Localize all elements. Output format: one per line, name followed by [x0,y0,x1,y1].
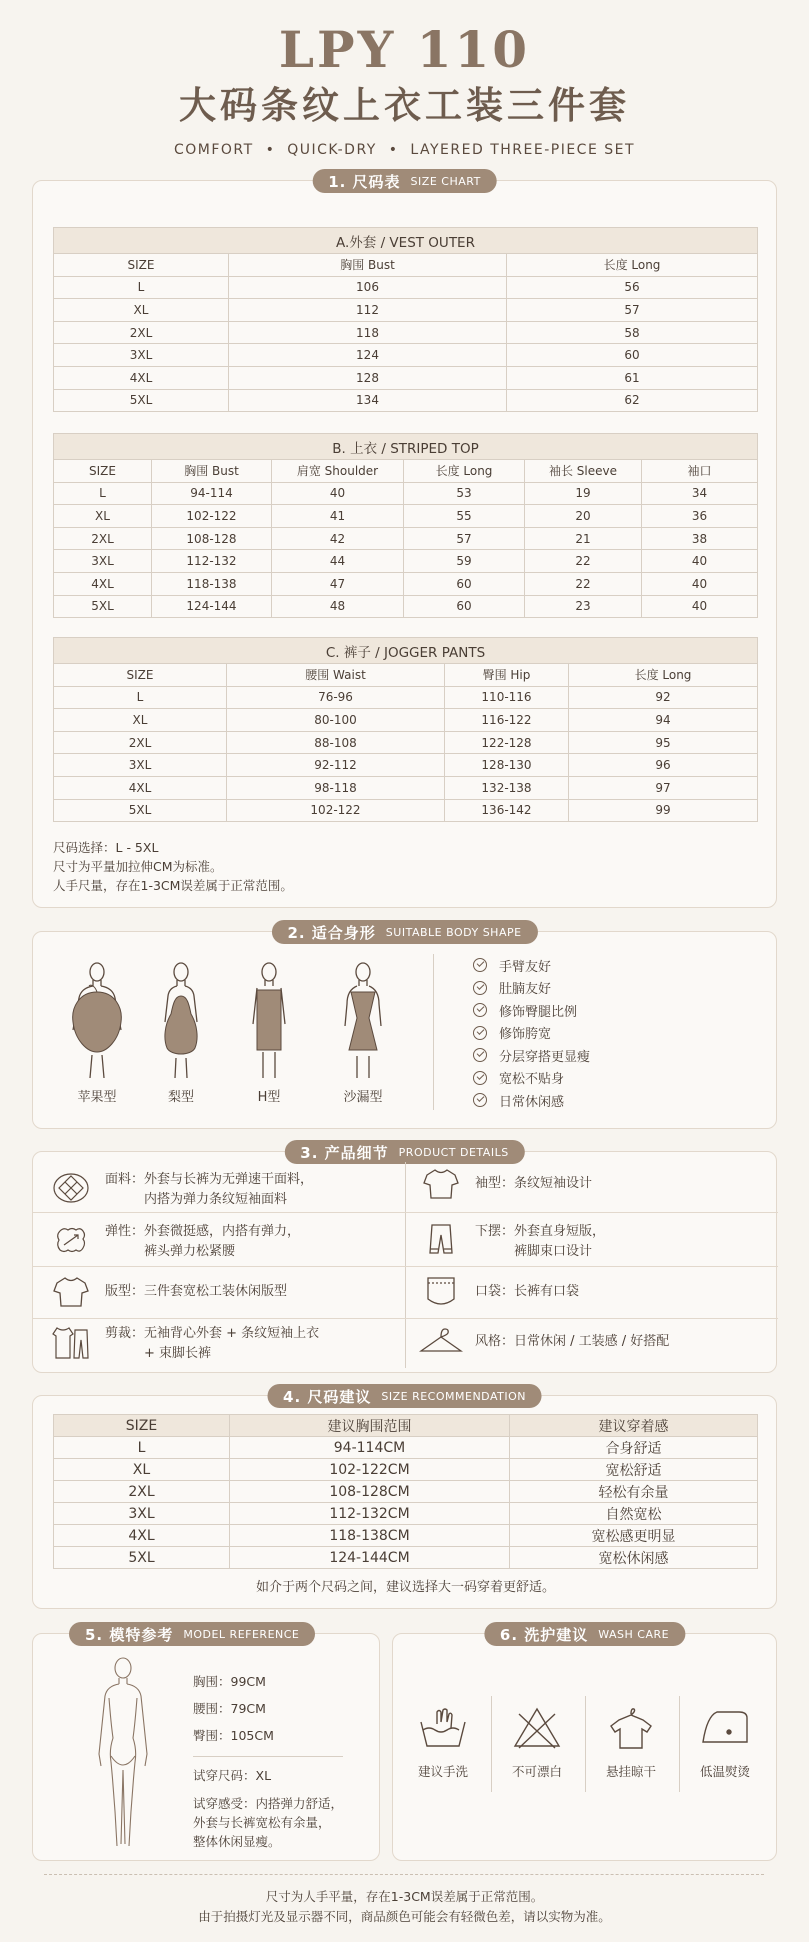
benefit-label: 日常休闲感 [499,1094,565,1110]
section-title-cn: 2. 适合身形 [287,923,376,942]
footer-divider [44,1874,764,1875]
apple-shape [57,960,137,1105]
hourglass-shape [323,960,403,1105]
table-row [54,550,758,573]
note-line: 人手尺量，存在1-3CM误差属于正常范围。 [53,878,293,893]
table-row [54,1481,758,1503]
table-row [54,731,758,754]
footer-notes [0,1887,809,1927]
benefit-label: 手臂友好 [499,959,552,975]
divider [491,1696,492,1792]
table-cell: XL [54,299,229,322]
section-title-cn: 6. 洗护建议 [499,1625,589,1644]
recommendation-note: 如介于两个尺码之间，建议选择大一码穿着更舒适。 [255,1580,555,1595]
divider [193,1756,343,1757]
model-size: 试穿尺码：XL [193,1768,272,1783]
wash-label: 低温熨烫 [699,1764,750,1779]
section-title-en: SIZE RECOMMENDATION [381,1389,526,1403]
model-bust: 胸围：99CM [193,1674,266,1689]
table-cell: 118-138 [152,572,272,595]
col-header: 袖口 [642,460,758,483]
section-title-en: SIZE CHART [410,174,481,188]
benefit-item [473,954,590,977]
table-cell: 124-144CM [230,1547,510,1569]
table-cell: 44 [272,550,404,573]
table-cell: 134 [229,389,507,412]
detail-text: 外套微挺感，内搭有弹力， [144,1224,301,1239]
table-row [54,1437,758,1459]
wash-label: 建议手洗 [417,1764,468,1779]
benefit-label: 分层穿搭更显瘦 [499,1049,591,1065]
table-cell: 58 [507,321,758,344]
no-bleach-icon [511,1706,563,1750]
model-feel [193,1794,343,1851]
col-header: 建议胸围范围 [230,1415,510,1437]
table-cell: 4XL [54,572,152,595]
col-header: 胸围 Bust [152,460,272,483]
detail-fit [49,1274,399,1310]
h-body-icon [229,960,309,1080]
detail-cut [49,1324,399,1364]
wash-item-low-iron [689,1706,761,1780]
table-cell: 21 [525,527,642,550]
top-table [53,433,758,618]
table-cell: 76-96 [227,686,445,709]
table-cell: 96 [569,754,758,777]
table-cell: 2XL [54,731,227,754]
table-cell: XL [54,1459,230,1481]
table-row [54,482,758,505]
section-title-cn: 1. 尺码表 [328,172,401,191]
detail-text: 日常休闲 / 工装感 / 好搭配 [514,1334,670,1349]
detail-text: 内搭为弹力条纹短袖面料 [144,1192,288,1207]
table-row [54,527,758,550]
shape-benefits-list [473,954,590,1112]
note-line: 尺码选择：L - 5XL [53,840,159,855]
table-cell: 124-144 [152,595,272,618]
table-cell: 108-128 [152,527,272,550]
vest-table [53,227,758,412]
check-circle-icon [473,958,487,972]
check-circle-icon [473,1093,487,1107]
table-cell: 3XL [54,754,227,777]
table-row [54,709,758,732]
pear-body-icon [141,960,221,1080]
table-cell: 102-122 [227,799,445,822]
table-cell: 55 [404,505,525,528]
table-cell: 94-114 [152,482,272,505]
table-cell: 34 [642,482,758,505]
table-cell: 56 [507,276,758,299]
table-cell: 40 [272,482,404,505]
table-cell: 59 [404,550,525,573]
divider [679,1696,680,1792]
section-title-en: WASH CARE [598,1627,670,1641]
detail-hem [419,1222,769,1262]
benefit-label: 修饰臀腿比例 [499,1004,578,1020]
benefit-item [473,1044,590,1067]
table-cell: 5XL [54,799,227,822]
table-cell: 88-108 [227,731,445,754]
table-cell: 3XL [54,550,152,573]
col-header: 长度 Long [569,664,758,687]
col-header: 腰围 Waist [227,664,445,687]
table-cell: 136-142 [445,799,569,822]
product-subtitle: 大码条纹上衣工装三件套 [179,84,630,127]
benefit-item [473,1022,590,1045]
hanger-icon [419,1324,463,1360]
table-cell: 92-112 [227,754,445,777]
detail-label: 面料： [105,1172,145,1187]
col-header: 臀围 Hip [445,664,569,687]
benefit-label: 宽松不贴身 [499,1072,565,1088]
detail-text: + 束脚长裤 [144,1346,212,1361]
top-table-title: B. 上衣 / STRIPED TOP [54,434,758,460]
detail-label: 剪裁： [105,1326,145,1341]
detail-label: 下摆： [475,1224,515,1239]
table-row [54,799,758,822]
benefit-label: 肚腩友好 [499,982,552,998]
table-cell: 128 [229,366,507,389]
table-cell: 40 [642,595,758,618]
size-recommendation-card [32,1387,777,1609]
section-pill-recommendation [267,1384,542,1408]
section-pill-model [69,1622,315,1646]
low-iron-icon [699,1706,751,1750]
table-cell: 4XL [54,776,227,799]
section-pill-size-chart [312,169,497,193]
wash-label: 悬挂晾干 [605,1764,656,1779]
model-feel-line: 外套与长裤宽松有余量， [193,1815,331,1830]
table-cell: 22 [525,550,642,573]
detail-fabric [49,1170,399,1210]
model-hip: 臀围：105CM [193,1728,274,1743]
body-shape-card [32,923,777,1129]
pear-shape [141,960,221,1105]
col-header: 袖长 Sleeve [525,460,642,483]
table-cell: L [54,1437,230,1459]
table-row [54,299,758,322]
table-row [54,366,758,389]
wash-item-hang-dry [595,1706,667,1780]
table-cell: 94 [569,709,758,732]
footer-line: 由于拍摄灯光及显示器不同，商品颜色可能会有轻微色差，请以实物为准。 [198,1909,611,1924]
table-cell: 102-122 [152,505,272,528]
table-cell: 80-100 [227,709,445,732]
table-cell: 42 [272,527,404,550]
shape-label: 苹果型 [77,1090,117,1105]
table-row [54,595,758,618]
section-title-cn: 4. 尺码建议 [283,1387,372,1406]
detail-label: 版型： [105,1284,145,1299]
detail-text: 三件套宽松工装休闲版型 [144,1284,288,1299]
table-cell: 2XL [54,1481,230,1503]
table-cell: 5XL [54,389,229,412]
table-cell: 98-118 [227,776,445,799]
table-cell: 5XL [54,1547,230,1569]
check-circle-icon [473,1003,487,1017]
table-cell: L [54,686,227,709]
detail-label: 风格： [475,1334,515,1349]
table-cell: 102-122CM [230,1459,510,1481]
table-row [54,505,758,528]
table-cell: 116-122 [445,709,569,732]
table-cell: 108-128CM [230,1481,510,1503]
divider [33,1212,778,1213]
shape-label: H型 [257,1090,281,1105]
table-cell: 112-132CM [230,1503,510,1525]
detail-text: 长裤有口袋 [514,1284,580,1299]
table-header-row [54,664,758,687]
vest-table-title: A.外套 / VEST OUTER [54,228,758,254]
benefit-item [473,977,590,1000]
table-row [54,1459,758,1481]
table-cell: 94-114CM [230,1437,510,1459]
table-cell: 118 [229,321,507,344]
detail-text: 外套与长裤为无弹速干面料， [144,1172,314,1187]
table-row [54,776,758,799]
col-header: 胸围 Bust [229,254,507,277]
table-cell: 3XL [54,344,229,367]
table-row [54,754,758,777]
divider [33,1266,778,1267]
table-row [54,1503,758,1525]
col-header: SIZE [54,664,227,687]
col-header: SIZE [54,1415,230,1437]
table-cell: 62 [507,389,758,412]
table-cell: 57 [404,527,525,550]
benefit-item [473,1089,590,1112]
table-cell: 99 [569,799,758,822]
table-row [54,1525,758,1547]
detail-text: 条纹短袖设计 [514,1176,593,1191]
size-notes [53,838,293,895]
wash-label: 不可漂白 [511,1764,562,1779]
detail-label: 袖型： [475,1176,515,1191]
pocket-icon [419,1274,463,1310]
detail-label: 弹性： [105,1224,145,1239]
detail-pocket [419,1274,769,1310]
section-title-cn: 3. 产品细节 [300,1143,389,1162]
footer-line: 尺寸为人手平量，存在1-3CM误差属于正常范围。 [265,1889,544,1904]
outfit-icon [49,1324,93,1360]
table-cell: 53 [404,482,525,505]
table-row [54,572,758,595]
check-circle-icon [473,1026,487,1040]
table-cell: 118-138CM [230,1525,510,1547]
table-cell: 自然宽松 [510,1503,758,1525]
header [0,0,809,158]
table-cell: 106 [229,276,507,299]
model-figure-icon [83,1654,163,1854]
product-details-card [32,1143,777,1373]
model-waist: 腰围：79CM [193,1701,266,1716]
table-cell: 112 [229,299,507,322]
divider [33,1318,778,1319]
table-row [54,1547,758,1569]
table-cell: 宽松感更明显 [510,1525,758,1547]
table-cell: 宽松休闲感 [510,1547,758,1569]
fabric-icon [49,1170,93,1206]
col-header: 肩宽 Shoulder [272,460,404,483]
hand-wash-icon [417,1706,469,1750]
benefit-label: 修饰胯宽 [499,1027,552,1043]
shape-label: 梨型 [167,1090,194,1105]
col-header: SIZE [54,460,152,483]
table-cell: 23 [525,595,642,618]
table-cell: 60 [404,572,525,595]
table-row [54,276,758,299]
divider [585,1696,586,1792]
col-header: 长度 Long [404,460,525,483]
detail-text: 裤脚束口设计 [514,1244,593,1259]
pants-table-title: C. 裤子 / JOGGER PANTS [54,638,758,664]
divider [405,1162,406,1368]
benefit-item [473,1067,590,1090]
tshirt-icon [419,1166,463,1202]
table-cell: 95 [569,731,758,754]
section-title-en: SUITABLE BODY SHAPE [385,925,522,939]
section-pill-wash [484,1622,685,1646]
table-cell: 19 [525,482,642,505]
col-header: SIZE [54,254,229,277]
brand-title: LPY 110 [278,20,531,79]
table-cell: 5XL [54,595,152,618]
detail-stretch [49,1222,399,1262]
table-cell: 2XL [54,527,152,550]
table-cell: 128-130 [445,754,569,777]
table-cell: XL [54,505,152,528]
check-circle-icon [473,1048,487,1062]
section-pill-body-shape [271,920,537,944]
shape-label: 沙漏型 [343,1090,383,1105]
detail-text: 无袖背心外套 + 条纹短袖上衣 [144,1326,320,1341]
model-feel-line: 试穿感受：内搭弹力舒适， [193,1796,344,1811]
benefit-item [473,999,590,1022]
col-header: 长度 Long [507,254,758,277]
table-cell: 40 [642,550,758,573]
col-header: 建议穿着感 [510,1415,758,1437]
table-cell: 57 [507,299,758,322]
table-cell: 48 [272,595,404,618]
pants-icon [419,1222,463,1258]
table-cell: 宽松舒适 [510,1459,758,1481]
table-row [54,389,758,412]
table-cell: 轻松有余量 [510,1481,758,1503]
hourglass-body-icon [323,960,403,1080]
apple-body-icon [57,960,137,1080]
model-feel-line: 整体休闲显瘦。 [193,1834,281,1849]
size-chart-card [32,172,777,908]
pants-table [53,637,758,822]
wash-item-no-bleach [501,1706,573,1780]
table-cell: 132-138 [445,776,569,799]
table-cell: 61 [507,366,758,389]
detail-sleeve [419,1166,769,1202]
table-cell: 112-132 [152,550,272,573]
table-cell: 47 [272,572,404,595]
table-cell: 92 [569,686,758,709]
table-cell: 36 [642,505,758,528]
section-title-en: PRODUCT DETAILS [398,1145,509,1159]
tagline: COMFORT • QUICK-DRY • LAYERED THREE-PIECE SET [173,142,636,158]
wash-care-card [392,1625,777,1861]
table-cell: 122-128 [445,731,569,754]
table-cell: L [54,276,229,299]
model-reference-card [32,1625,380,1861]
table-header-row [54,254,758,277]
stretch-icon [49,1222,93,1258]
shirt-icon [49,1274,93,1310]
table-header-row [54,1415,758,1437]
hang-dry-icon [605,1706,657,1750]
wash-item-hand-wash [407,1706,479,1780]
section-title-en: MODEL REFERENCE [183,1627,300,1641]
table-row [54,344,758,367]
table-header-row [54,460,758,483]
table-cell: L [54,482,152,505]
table-cell: 41 [272,505,404,528]
h-shape [229,960,309,1105]
table-cell: 97 [569,776,758,799]
detail-label: 口袋： [475,1284,515,1299]
table-cell: 110-116 [445,686,569,709]
table-cell: 20 [525,505,642,528]
table-cell: 4XL [54,366,229,389]
check-circle-icon [473,981,487,995]
table-cell: 40 [642,572,758,595]
table-row [54,321,758,344]
table-cell: 60 [404,595,525,618]
detail-text: 外套直身短版， [514,1224,606,1239]
table-cell: 2XL [54,321,229,344]
detail-style [419,1324,769,1360]
table-cell: XL [54,709,227,732]
table-cell: 124 [229,344,507,367]
detail-text: 裤头弹力松紧腰 [144,1244,236,1259]
table-cell: 3XL [54,1503,230,1525]
section-title-cn: 5. 模特参考 [85,1625,174,1644]
divider [433,954,434,1110]
table-cell: 合身舒适 [510,1437,758,1459]
note-line: 尺寸为平量加拉伸CM为标准。 [53,859,223,874]
section-pill-details [284,1140,524,1164]
check-circle-icon [473,1071,487,1085]
table-cell: 38 [642,527,758,550]
recommendation-table [53,1414,758,1569]
table-row [54,686,758,709]
table-cell: 4XL [54,1525,230,1547]
table-cell: 60 [507,344,758,367]
table-cell: 22 [525,572,642,595]
